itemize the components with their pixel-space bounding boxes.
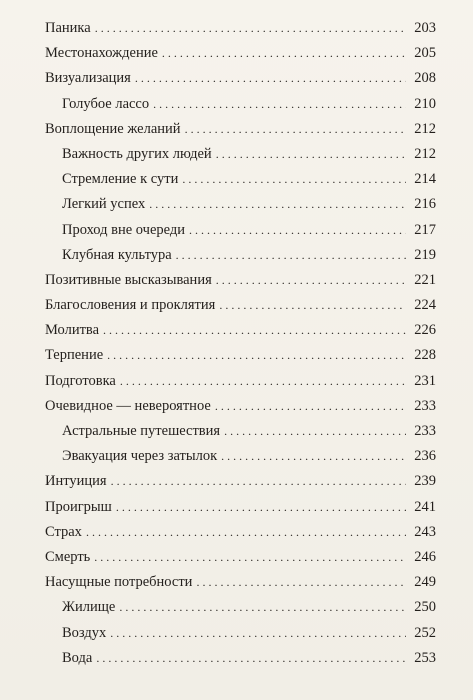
- toc-page-number: 205: [414, 45, 436, 62]
- toc-page-number: 212: [414, 145, 436, 162]
- toc-entry: [45, 41, 436, 66]
- toc-entry-title: Стремление к сути: [62, 171, 179, 188]
- dot-leader: [135, 66, 406, 91]
- toc-page-number: 224: [414, 297, 436, 314]
- toc-entry-title: Визуализация: [45, 70, 131, 87]
- toc-entry-title: Проход вне очереди: [62, 221, 186, 238]
- toc-subentry: [45, 243, 436, 268]
- dot-leader: [196, 570, 406, 595]
- toc-page-number: 217: [414, 221, 436, 238]
- toc-page-number: 216: [414, 196, 436, 213]
- toc-page-number: 243: [414, 523, 436, 540]
- toc-page-number: 231: [414, 372, 436, 389]
- toc-page-number: 246: [414, 548, 436, 565]
- toc-entry-title: Клубная культура: [62, 246, 172, 263]
- dot-leader: [103, 318, 406, 343]
- toc-entry-title: Легкий успех: [62, 196, 146, 213]
- toc-entry-title: Насущные потребности: [45, 574, 193, 591]
- toc-entry-title: Терпение: [45, 347, 104, 364]
- dot-leader: [153, 92, 406, 117]
- toc-page-number: 228: [414, 347, 436, 364]
- toc-entry: [45, 117, 436, 142]
- toc-entry: [45, 343, 436, 368]
- dot-leader: [224, 419, 406, 444]
- dot-leader: [221, 444, 406, 469]
- toc-entry-title: Молитва: [45, 322, 100, 339]
- toc-page-number: 236: [414, 448, 436, 465]
- table-of-contents: [45, 16, 436, 671]
- toc-entry-title: Голубое лассо: [62, 95, 150, 112]
- dot-leader: [185, 117, 406, 142]
- toc-page-number: 241: [414, 498, 436, 515]
- toc-page-number: 253: [414, 649, 436, 666]
- toc-entry-title: Позитивные высказывания: [45, 271, 212, 288]
- dot-leader: [162, 41, 406, 66]
- dot-leader: [96, 646, 406, 671]
- toc-entry: [45, 369, 436, 394]
- toc-page-number: 214: [414, 171, 436, 188]
- toc-page-number: 233: [414, 397, 436, 414]
- dot-leader: [94, 545, 406, 570]
- toc-entry: [45, 394, 436, 419]
- toc-entry: [45, 520, 436, 545]
- dot-leader: [111, 469, 406, 494]
- toc-subentry: [45, 92, 436, 117]
- toc-entry: [45, 268, 436, 293]
- toc-subentry: [45, 621, 436, 646]
- toc-entry-title: Страх: [45, 523, 82, 540]
- dot-leader: [215, 394, 406, 419]
- toc-entry-title: Астральные путешествия: [62, 423, 221, 439]
- toc-entry-title: Очевидное — невероятное: [45, 397, 211, 414]
- toc-subentry: [45, 444, 436, 469]
- toc-entry-title: Воплощение желаний: [45, 120, 181, 137]
- toc-page-number: 212: [414, 120, 436, 137]
- toc-entry-title: Подготовка: [45, 372, 116, 389]
- toc-page-number: 208: [414, 70, 436, 87]
- toc-entry-title: Проигрыш: [45, 498, 112, 515]
- toc-subentry: [45, 142, 436, 167]
- toc-entry: [45, 318, 436, 343]
- toc-page-number: 233: [414, 423, 436, 439]
- toc-subentry: [45, 419, 436, 444]
- toc-subentry: [45, 646, 436, 671]
- toc-entry-title: Местонахождение: [45, 45, 158, 62]
- toc-entry-title: Смерть: [45, 548, 91, 565]
- dot-leader: [219, 293, 406, 318]
- toc-page-number: 249: [414, 574, 436, 591]
- dot-leader: [176, 243, 406, 268]
- dot-leader: [107, 343, 406, 368]
- dot-leader: [120, 369, 406, 394]
- dot-leader: [95, 16, 406, 41]
- dot-leader: [149, 192, 406, 217]
- dot-leader: [110, 621, 406, 646]
- toc-entry: [45, 293, 436, 318]
- toc-page-number: 203: [414, 20, 436, 36]
- toc-entry-title: Важность других людей: [62, 145, 212, 162]
- dot-leader: [116, 495, 406, 520]
- toc-page-number: 239: [414, 473, 436, 490]
- toc-entry-title: Жилище: [62, 599, 116, 616]
- toc-entry: [45, 469, 436, 494]
- toc-entry: [45, 545, 436, 570]
- toc-entry-title: Благословения и проклятия: [45, 297, 216, 314]
- toc-page-number: 210: [414, 95, 436, 112]
- toc-entry-title: Вода: [62, 649, 93, 666]
- toc-page-number: 219: [414, 246, 436, 263]
- dot-leader: [189, 218, 406, 243]
- toc-entry: [45, 16, 436, 41]
- toc-subentry: [45, 218, 436, 243]
- toc-page-number: 226: [414, 322, 436, 339]
- dot-leader: [119, 595, 406, 620]
- dot-leader: [86, 520, 406, 545]
- toc-subentry: [45, 595, 436, 620]
- toc-page-number: 252: [414, 624, 436, 641]
- toc-entry-title: Интуиция: [45, 473, 107, 490]
- toc-page-number: 221: [414, 271, 436, 288]
- toc-entry-title: Воздух: [62, 624, 107, 641]
- toc-entry-title: Эвакуация через затылок: [62, 448, 218, 465]
- toc-subentry: [45, 192, 436, 217]
- dot-leader: [182, 167, 406, 192]
- toc-entry: [45, 66, 436, 91]
- dot-leader: [216, 268, 406, 293]
- toc-page-number: 250: [414, 599, 436, 616]
- toc-entry: [45, 570, 436, 595]
- toc-subentry: [45, 167, 436, 192]
- toc-entry: [45, 495, 436, 520]
- toc-entry-title: Паника: [45, 20, 91, 36]
- dot-leader: [216, 142, 406, 167]
